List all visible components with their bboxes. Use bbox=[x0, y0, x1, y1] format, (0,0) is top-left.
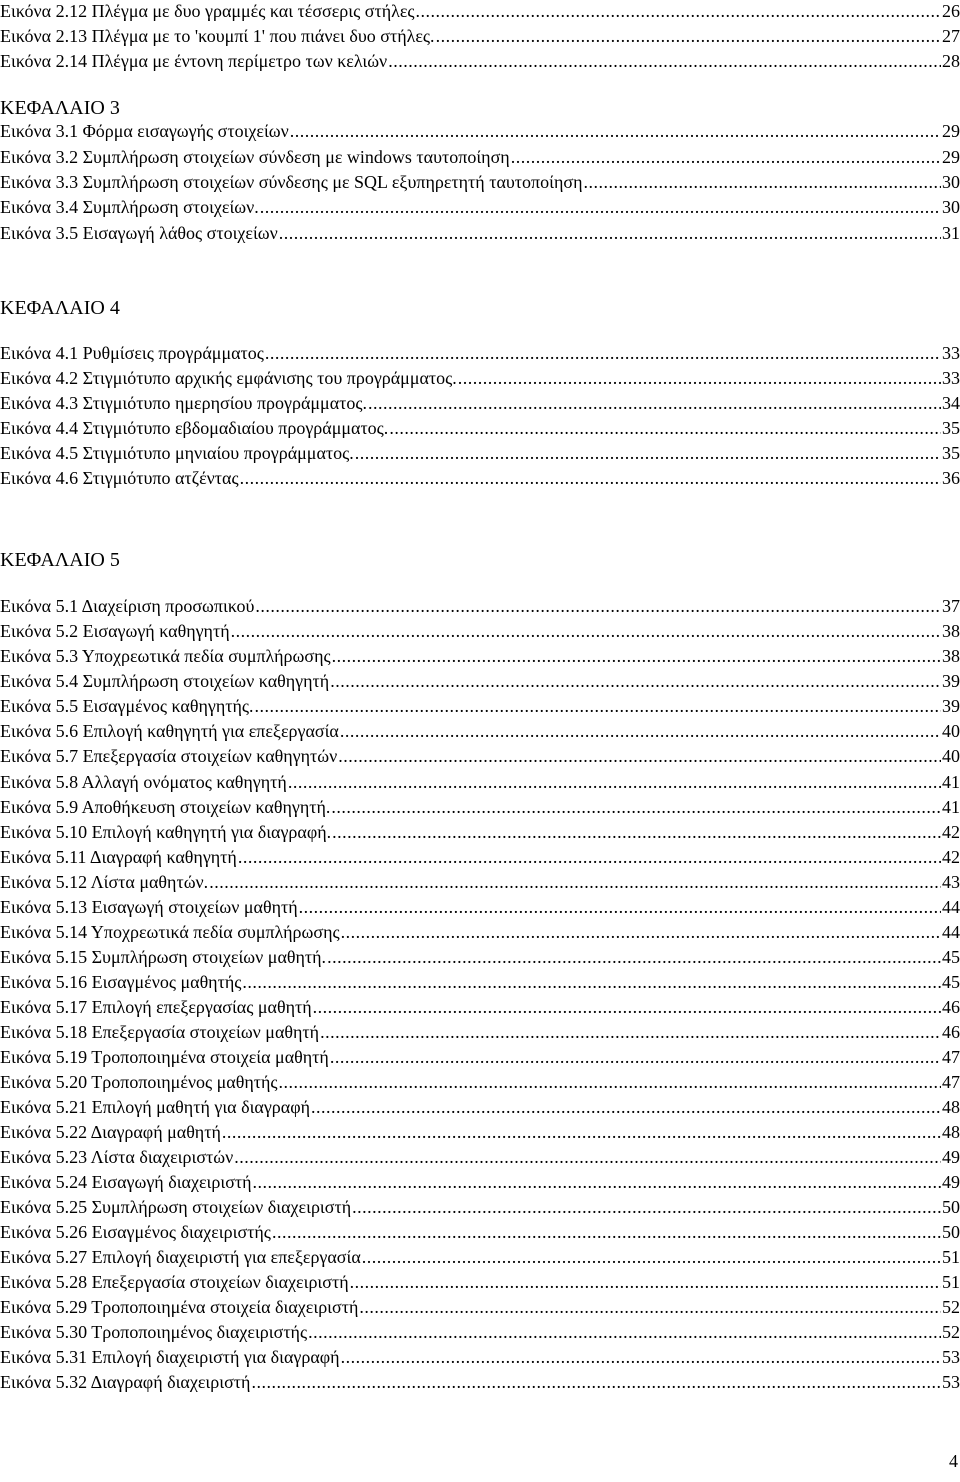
toc-entry-label: Εικόνα 2.12 Πλέγμα με δυο γραμμές και τέσσερις στήλες bbox=[0, 1, 415, 21]
toc-entry-page: 44 bbox=[942, 922, 960, 942]
dot-leader bbox=[436, 25, 941, 47]
toc-entry[interactable] bbox=[0, 146, 960, 168]
toc-entry-label: Εικόνα 5.12 Λίστα μαθητών. bbox=[0, 872, 209, 892]
toc-entry-page: 29 bbox=[942, 121, 960, 141]
toc-entry[interactable] bbox=[0, 50, 960, 72]
toc-entry-label: Εικόνα 2.13 Πλέγμα με το 'κουμπί 1' που πιάνει δυο στήλες. bbox=[0, 26, 435, 46]
toc-entry-page: 44 bbox=[942, 897, 960, 917]
toc-entry[interactable] bbox=[0, 1196, 960, 1218]
toc-entry-label: Εικόνα 3.3 Συμπλήρωση στοιχείων σύνδεσης με SQL εξυπηρετητή ταυτοποίηση bbox=[0, 172, 583, 192]
dot-leader bbox=[355, 442, 941, 464]
toc-entry-label: Εικόνα 4.4 Στιγμιότυπο εβδομαδιαίου προγράμματος. bbox=[0, 418, 389, 438]
toc-entry-label: Εικόνα 5.14 Υποχρεωτικά πεδία συμπλήρωσης bbox=[0, 922, 340, 942]
toc-entry[interactable] bbox=[0, 467, 960, 489]
toc-entry[interactable] bbox=[0, 1121, 960, 1143]
toc-entry-page: 52 bbox=[942, 1297, 960, 1317]
toc-entry[interactable] bbox=[0, 120, 960, 142]
dot-leader bbox=[368, 392, 941, 414]
toc-entry-label: Εικόνα 5.13 Εισαγωγή στοιχείων μαθητή bbox=[0, 897, 298, 917]
toc-entry[interactable] bbox=[0, 971, 960, 993]
dot-leader bbox=[388, 50, 941, 72]
toc-entry-page: 47 bbox=[942, 1072, 960, 1092]
dot-leader bbox=[416, 0, 941, 22]
dot-leader bbox=[255, 695, 941, 717]
toc-entry-label: Εικόνα 5.32 Διαγραφή διαχειριστή bbox=[0, 1372, 251, 1392]
dot-leader bbox=[265, 342, 941, 364]
toc-entry-label: Εικόνα 5.7 Επεξεργασία στοιχείων καθηγητών bbox=[0, 746, 338, 766]
toc-entry[interactable] bbox=[0, 846, 960, 868]
dot-leader bbox=[350, 1271, 941, 1293]
toc-entry-label: Εικόνα 4.2 Στιγμιότυπο αρχικής εμφάνισης του προγράμματος. bbox=[0, 368, 457, 388]
toc-entry-page: 30 bbox=[942, 197, 960, 217]
toc-entry-page: 45 bbox=[942, 972, 960, 992]
toc-entry-page: 28 bbox=[942, 51, 960, 71]
dot-leader bbox=[340, 720, 941, 742]
toc-entry-label: Εικόνα 5.3 Υποχρεωτικά πεδία συμπλήρωσης bbox=[0, 646, 331, 666]
toc-entry-label: Εικόνα 5.4 Συμπλήρωση στοιχείων καθηγητή bbox=[0, 671, 330, 691]
toc-entry-page: 40 bbox=[942, 746, 960, 766]
toc-entry[interactable] bbox=[0, 342, 960, 364]
dot-leader bbox=[299, 896, 941, 918]
toc-entry-label: Εικόνα 5.6 Επιλογή καθηγητή για επεξεργασία bbox=[0, 721, 339, 741]
dot-leader bbox=[389, 417, 941, 439]
toc-entry-label: Εικόνα 5.27 Επιλογή διαχειριστή για επεξεργασία bbox=[0, 1247, 361, 1267]
toc-entry-label: Εικόνα 3.1 Φόρμα εισαγωγής στοιχείων bbox=[0, 121, 289, 141]
dot-leader bbox=[330, 670, 941, 692]
dot-leader bbox=[458, 367, 941, 389]
toc-entry[interactable] bbox=[0, 1371, 960, 1393]
toc-entry[interactable] bbox=[0, 1171, 960, 1193]
toc-entry-page: 41 bbox=[942, 797, 960, 817]
toc-entry[interactable] bbox=[0, 1296, 960, 1318]
dot-leader bbox=[209, 871, 941, 893]
toc-entry-label: Εικόνα 5.26 Εισαγμένος διαχειριστής bbox=[0, 1222, 271, 1242]
toc-entry[interactable] bbox=[0, 670, 960, 692]
toc-entry-page: 50 bbox=[942, 1222, 960, 1242]
toc-entry-page: 49 bbox=[942, 1147, 960, 1167]
toc-entry[interactable] bbox=[0, 392, 960, 414]
dot-leader bbox=[253, 1171, 941, 1193]
toc-entry-page: 51 bbox=[942, 1272, 960, 1292]
toc-entry-label: Εικόνα 5.23 Λίστα διαχειριστών bbox=[0, 1147, 234, 1167]
toc-entry-page: 50 bbox=[942, 1197, 960, 1217]
toc-entry-page: 34 bbox=[942, 393, 960, 413]
dot-leader bbox=[341, 1346, 941, 1368]
toc-entry-label: Εικόνα 5.28 Επεξεργασία στοιχείων διαχειριστή bbox=[0, 1272, 349, 1292]
toc-entry-page: 38 bbox=[942, 646, 960, 666]
toc-entry-label: Εικόνα 5.8 Αλλαγή ονόματος καθηγητή bbox=[0, 772, 287, 792]
toc-entry-label: Εικόνα 5.16 Εισαγμένος μαθητής bbox=[0, 972, 242, 992]
toc-entry-page: 29 bbox=[942, 147, 960, 167]
toc-entry[interactable] bbox=[0, 171, 960, 193]
toc-entry-label: Εικόνα 5.31 Επιλογή διαχειριστή για διαγραφή bbox=[0, 1347, 340, 1367]
toc-entry-page: 35 bbox=[942, 418, 960, 438]
chapter-heading: ΚΕΦΑΛΑΙΟ 5 bbox=[0, 549, 120, 571]
dot-leader bbox=[234, 1146, 941, 1168]
toc-entry-page: 52 bbox=[942, 1322, 960, 1342]
dot-leader bbox=[583, 171, 941, 193]
toc-entry-page: 31 bbox=[942, 223, 960, 243]
toc-entry[interactable] bbox=[0, 620, 960, 642]
toc-entry-label: Εικόνα 5.20 Τροποποιημένος μαθητής bbox=[0, 1072, 278, 1092]
dot-leader bbox=[352, 1196, 941, 1218]
toc-entry-page: 33 bbox=[942, 343, 960, 363]
toc-entry[interactable] bbox=[0, 771, 960, 793]
toc-entry-page: 27 bbox=[942, 26, 960, 46]
dot-leader bbox=[279, 1071, 941, 1093]
toc-entry-label: Εικόνα 5.15 Συμπλήρωση στοιχείων μαθητή. bbox=[0, 947, 327, 967]
toc-entry-label: Εικόνα 5.30 Τροποποιημένος διαχειριστής bbox=[0, 1322, 308, 1342]
toc-entry[interactable] bbox=[0, 1021, 960, 1043]
toc-entry-label: Εικόνα 3.5 Εισαγωγή λάθος στοιχείων bbox=[0, 223, 278, 243]
toc-entry[interactable] bbox=[0, 745, 960, 767]
dot-leader bbox=[327, 946, 941, 968]
toc-entry[interactable] bbox=[0, 196, 960, 218]
toc-entry[interactable] bbox=[0, 946, 960, 968]
toc-entry-page: 49 bbox=[942, 1172, 960, 1192]
toc-entry-page: 42 bbox=[942, 822, 960, 842]
toc-entry[interactable] bbox=[0, 996, 960, 1018]
dot-leader bbox=[231, 620, 941, 642]
toc-entry-label: Εικόνα 5.19 Τροποποιημένα στοιχεία μαθητή bbox=[0, 1047, 329, 1067]
toc-entry[interactable] bbox=[0, 1321, 960, 1343]
toc-entry-label: Εικόνα 4.6 Στιγμιότυπο ατζέντας bbox=[0, 468, 239, 488]
toc-entry-label: Εικόνα 2.14 Πλέγμα με έντονη περίμετρο των κελιών bbox=[0, 51, 388, 71]
toc-entry[interactable] bbox=[0, 367, 960, 389]
toc-entry[interactable] bbox=[0, 442, 960, 464]
toc-entry-page: 41 bbox=[942, 772, 960, 792]
toc-entry-label: Εικόνα 3.2 Συμπλήρωση στοιχείων σύνδεση με windows ταυτοποίηση bbox=[0, 147, 510, 167]
dot-leader bbox=[279, 222, 941, 244]
toc-entry[interactable] bbox=[0, 1271, 960, 1293]
toc-entry-label: Εικόνα 5.2 Εισαγωγή καθηγητή bbox=[0, 621, 230, 641]
dot-leader bbox=[341, 921, 941, 943]
toc-entry-page: 35 bbox=[942, 443, 960, 463]
dot-leader bbox=[272, 1221, 941, 1243]
dot-leader bbox=[255, 595, 941, 617]
dot-leader bbox=[332, 821, 941, 843]
toc-entry-label: Εικόνα 5.21 Επιλογή μαθητή για διαγραφή bbox=[0, 1097, 311, 1117]
toc-entry[interactable] bbox=[0, 595, 960, 617]
toc-entry-label: Εικόνα 5.18 Επεξεργασία στοιχείων μαθητή bbox=[0, 1022, 320, 1042]
toc-entry-page: 37 bbox=[942, 596, 960, 616]
dot-leader bbox=[511, 146, 941, 168]
toc-entry-page: 48 bbox=[942, 1097, 960, 1117]
toc-entry[interactable] bbox=[0, 896, 960, 918]
toc-entry[interactable] bbox=[0, 1096, 960, 1118]
dot-leader bbox=[311, 1096, 941, 1118]
toc-entry-page: 26 bbox=[942, 1, 960, 21]
toc-entry-page: 53 bbox=[942, 1347, 960, 1367]
toc-entry[interactable] bbox=[0, 1146, 960, 1168]
chapter-heading: ΚΕΦΑΛΑΙΟ 4 bbox=[0, 297, 120, 319]
toc-entry[interactable] bbox=[0, 1246, 960, 1268]
toc-entry[interactable] bbox=[0, 1046, 960, 1068]
toc-entry-label: Εικόνα 5.22 Διαγραφή μαθητή bbox=[0, 1122, 221, 1142]
toc-entry[interactable] bbox=[0, 417, 960, 439]
toc-entry[interactable] bbox=[0, 821, 960, 843]
dot-leader bbox=[238, 846, 941, 868]
dot-leader bbox=[308, 1321, 941, 1343]
toc-entry-page: 46 bbox=[942, 997, 960, 1017]
chapter-heading: ΚΕΦΑΛΑΙΟ 3 bbox=[0, 97, 120, 119]
toc-entry[interactable] bbox=[0, 695, 960, 717]
toc-entry[interactable] bbox=[0, 1221, 960, 1243]
toc-entry-page: 40 bbox=[942, 721, 960, 741]
toc-entry[interactable] bbox=[0, 645, 960, 667]
toc-entry-page: 33 bbox=[942, 368, 960, 388]
toc-entry[interactable] bbox=[0, 921, 960, 943]
toc-entry-label: Εικόνα 3.4 Συμπλήρωση στοιχείων. bbox=[0, 197, 259, 217]
toc-entry-label: Εικόνα 5.25 Συμπλήρωση στοιχείων διαχειριστή bbox=[0, 1197, 352, 1217]
dot-leader bbox=[320, 1021, 941, 1043]
dot-leader bbox=[251, 1371, 941, 1393]
toc-entry-page: 36 bbox=[942, 468, 960, 488]
toc-entry-page: 45 bbox=[942, 947, 960, 967]
dot-leader bbox=[288, 771, 941, 793]
toc-entry-label: Εικόνα 5.5 Εισαγμένος καθηγητής. bbox=[0, 696, 254, 716]
toc-entry-page: 53 bbox=[942, 1372, 960, 1392]
toc-entry[interactable] bbox=[0, 1346, 960, 1368]
toc-entry-page: 46 bbox=[942, 1022, 960, 1042]
toc-entry-label: Εικόνα 5.10 Επιλογή καθηγητή για διαγραφή. bbox=[0, 822, 332, 842]
toc-entry-page: 30 bbox=[942, 172, 960, 192]
dot-leader bbox=[332, 645, 941, 667]
toc-entry-label: Εικόνα 5.17 Επιλογή επεξεργασίας μαθητή bbox=[0, 997, 312, 1017]
toc-entry[interactable] bbox=[0, 871, 960, 893]
page-number: 4 bbox=[949, 1451, 958, 1471]
toc-entry-label: Εικόνα 4.1 Ρυθμίσεις προγράμματος bbox=[0, 343, 264, 363]
toc-entry[interactable] bbox=[0, 222, 960, 244]
toc-entry-label: Εικόνα 4.5 Στιγμιότυπο μηνιαίου προγράμματος. bbox=[0, 443, 354, 463]
dot-leader bbox=[338, 745, 941, 767]
toc-entry[interactable] bbox=[0, 720, 960, 742]
toc-entry-label: Εικόνα 5.9 Αποθήκευση στοιχείων καθηγητή. bbox=[0, 797, 331, 817]
dot-leader bbox=[313, 996, 941, 1018]
toc-entry[interactable] bbox=[0, 25, 960, 47]
toc-entry-label: Εικόνα 5.1 Διαχείριση προσωπικού bbox=[0, 596, 255, 616]
toc-entry-page: 39 bbox=[942, 696, 960, 716]
toc-entry[interactable] bbox=[0, 0, 960, 22]
toc-entry-page: 48 bbox=[942, 1122, 960, 1142]
toc-entry-page: 43 bbox=[942, 872, 960, 892]
dot-leader bbox=[242, 971, 941, 993]
dot-leader bbox=[330, 1046, 941, 1068]
dot-leader bbox=[359, 1296, 941, 1318]
toc-entry-label: Εικόνα 5.29 Τροποποιημένα στοιχεία διαχειριστή bbox=[0, 1297, 359, 1317]
dot-leader bbox=[290, 120, 941, 142]
toc-entry[interactable] bbox=[0, 1071, 960, 1093]
toc-entry-page: 47 bbox=[942, 1047, 960, 1067]
toc-entry-label: Εικόνα 5.11 Διαγραφή καθηγητή bbox=[0, 847, 237, 867]
dot-leader bbox=[331, 796, 941, 818]
toc-entry-label: Εικόνα 5.24 Εισαγωγή διαχειριστή bbox=[0, 1172, 252, 1192]
toc-entry-page: 39 bbox=[942, 671, 960, 691]
dot-leader bbox=[362, 1246, 941, 1268]
dot-leader bbox=[222, 1121, 941, 1143]
dot-leader bbox=[260, 196, 941, 218]
toc-entry-page: 42 bbox=[942, 847, 960, 867]
dot-leader bbox=[240, 467, 941, 489]
toc-entry-label: Εικόνα 4.3 Στιγμιότυπο ημερησίου προγράμματος. bbox=[0, 393, 367, 413]
toc-entry-page: 38 bbox=[942, 621, 960, 641]
toc-entry-page: 51 bbox=[942, 1247, 960, 1267]
toc-entry[interactable] bbox=[0, 796, 960, 818]
